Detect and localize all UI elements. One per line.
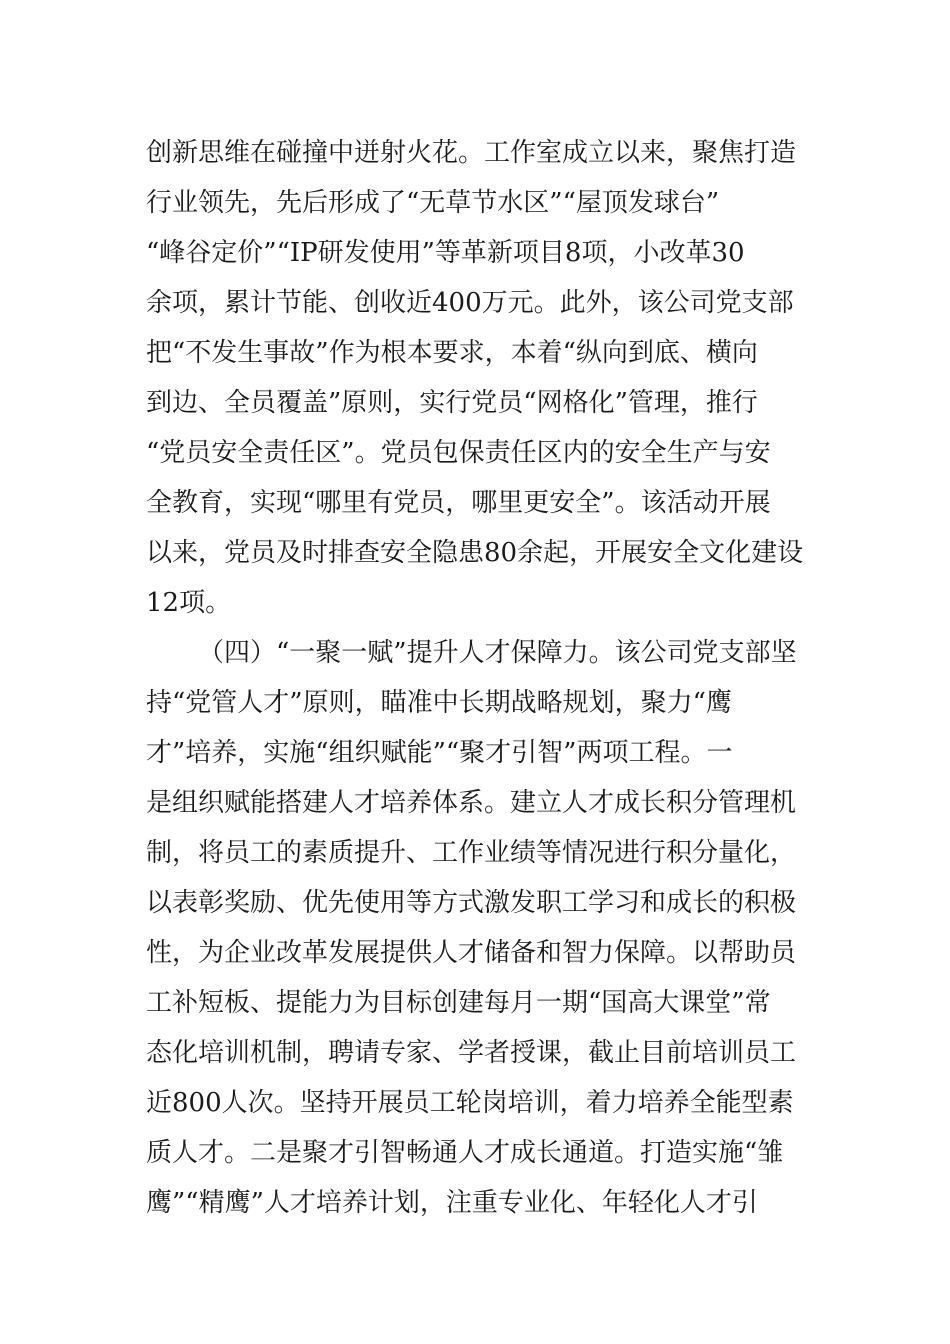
text-line: 持“党管人才”原则，瞄准中长期战略规划，聚力“鹰 — [146, 688, 732, 718]
text-line: 到边、全员覆盖”原则，实行党员“网格化”管理，推行 — [146, 388, 758, 418]
text-line: 全教育，实现“哪里有党员，哪里更安全”。该活动开展 — [146, 488, 771, 518]
text-line: 行业领先，先后形成了“无草节水区”“屋顶发球台” — [146, 188, 720, 218]
text-line: “党员安全责任区”。党员包保责任区内的安全生产与安 — [146, 438, 771, 468]
text-line: 以表彰奖励、优先使用等方式激发职工学习和成长的积极 — [146, 888, 797, 918]
text-line: 把“不发生事故”作为根本要求，本着“纵向到底、横向 — [146, 338, 758, 368]
text-line: 12项。 — [146, 588, 232, 618]
section-heading-line: （四）“一聚一赋”提升人才保障力。该公司党支部坚 — [198, 638, 797, 668]
text-line: 质人才。二是聚才引智畅通人才成长通道。打造实施“雏 — [146, 1138, 784, 1168]
text-line: 态化培训机制，聘请专家、学者授课，截止目前培训员工 — [146, 1038, 797, 1068]
text-line: 近800人次。坚持开展员工轮岗培训，着力培养全能型素 — [146, 1088, 794, 1118]
text-line: 以来，党员及时排查安全隐患80余起，开展安全文化建设 — [146, 538, 804, 568]
text-line: 工补短板、提能力为目标创建每月一期“国高大课堂”常 — [146, 988, 771, 1018]
text-line: 创新思维在碰撞中迸射火花。工作室成立以来，聚焦打造 — [146, 138, 797, 168]
text-line: 才”培养，实施“组织赋能”“聚才引智”两项工程。一 — [146, 738, 733, 768]
text-line: “峰谷定价”“IP研发使用”等革新项目8项，小改革30 — [146, 238, 745, 268]
text-line: 余项，累计节能、创收近400万元。此外，该公司党支部 — [146, 288, 794, 318]
text-line: 制，将员工的素质提升、工作业绩等情况进行积分量化， — [146, 838, 797, 868]
text-line: 性，为企业改革发展提供人才储备和智力保障。以帮助员 — [146, 938, 797, 968]
text-line: 鹰”“精鹰”人才培养计划，注重专业化、年轻化人才引 — [146, 1188, 758, 1218]
text-line: 是组织赋能搭建人才培养体系。建立人才成长积分管理机 — [146, 788, 797, 818]
